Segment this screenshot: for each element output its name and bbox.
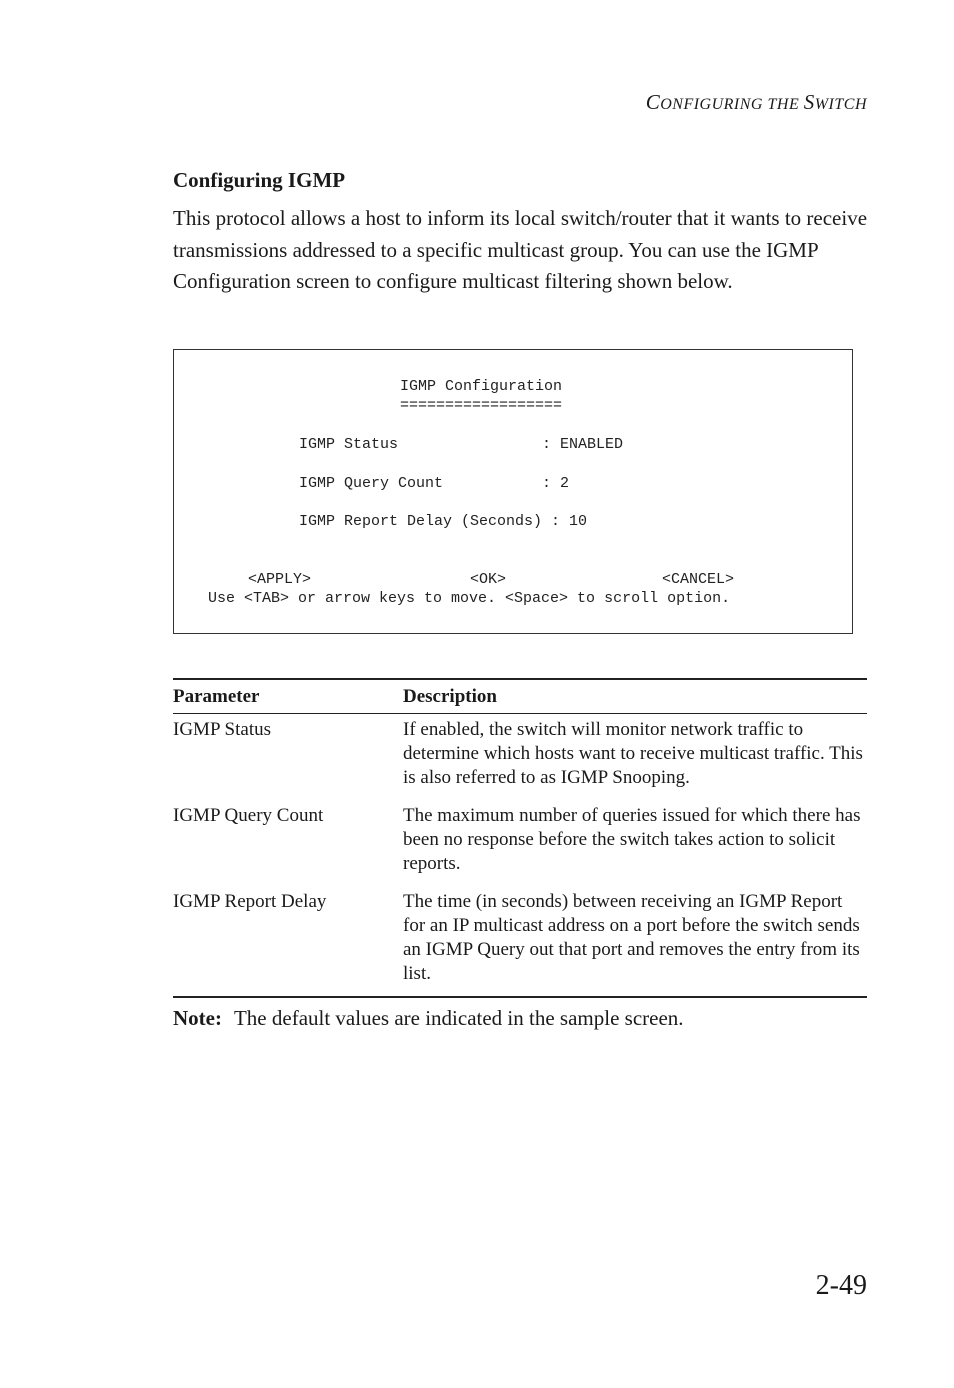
header-smallcaps-1: ONFIGURING THE <box>660 96 804 113</box>
console-apply-button: <APPLY> <box>248 571 312 588</box>
console-igmp-query-count: IGMP Query Count : 2 <box>299 475 570 492</box>
console-screen <box>173 349 853 634</box>
parameter-table <box>173 678 867 998</box>
row-parameter: IGMP Status <box>173 719 272 740</box>
table-row <box>173 886 867 996</box>
row-parameter: IGMP Report Delay <box>173 891 327 912</box>
row-description: The maximum number of queries issued for which there has been no response before the switch takes action to solicit reports. <box>403 805 861 874</box>
header-cap-s: S <box>803 90 815 114</box>
row-description: The time (in seconds) between receiving an IGMP Report for an IP multicast address on a port before the switch sends an IGMP Query out that port and removes the entry from its list. <box>403 891 860 984</box>
header-smallcaps-2: WITCH <box>814 96 867 113</box>
header-cap-c: C <box>645 90 661 114</box>
section-title: Configuring IGMP <box>173 168 346 192</box>
console-title-underline: ================== <box>400 397 563 414</box>
page-number: 2-49 <box>815 1270 867 1301</box>
row-parameter: IGMP Query Count <box>173 805 324 826</box>
header-parameter: Parameter <box>173 685 260 707</box>
table-header <box>173 680 867 714</box>
intro-paragraph: This protocol allows a host to inform its local switch/router that it wants to receive transmissions addressed to a specific multicast group. You can use the IGMP Configuration screen to configure multicast filtering shown below. <box>173 206 868 293</box>
header-description: Description <box>403 685 497 707</box>
console-help-text: Use <TAB> or arrow keys to move. <Space> to scroll option. <box>208 590 731 607</box>
note-label: Note: <box>173 1006 222 1030</box>
table-row <box>173 714 867 800</box>
console-igmp-status: IGMP Status : ENABLED <box>299 436 624 453</box>
console-ok-button: <OK> <box>470 571 507 588</box>
console-cancel-button: <CANCEL> <box>662 571 735 588</box>
table-row <box>173 800 867 886</box>
row-description: If enabled, the switch will monitor network traffic to determine which hosts want to receive multicast traffic. This is also referred to as IGMP Snooping. <box>403 719 863 788</box>
note-text: The default values are indicated in the sample screen. <box>233 1006 684 1030</box>
running-header <box>646 90 867 115</box>
console-title: IGMP Configuration <box>400 378 563 395</box>
console-igmp-report-delay: IGMP Report Delay (Seconds) : 10 <box>299 513 588 530</box>
note <box>173 1006 684 1031</box>
